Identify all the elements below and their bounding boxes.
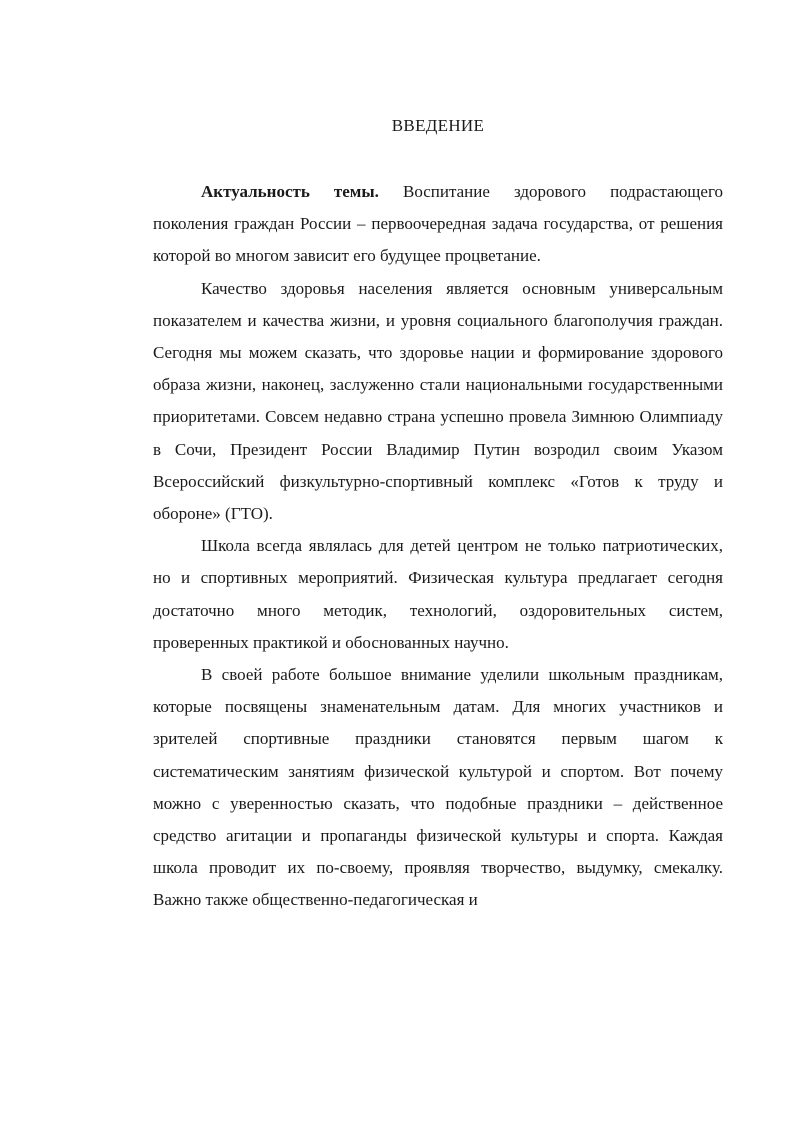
paragraph-lead: Актуальность темы. [201, 182, 379, 201]
document-body [153, 176, 723, 917]
paragraph-school-holidays [153, 659, 723, 917]
paragraph-school-center [153, 530, 723, 659]
paragraph-text: Воспитание здорового подрастающего поколения граждан России – первоочередная задача государства, от решения которой во многом зависит его будущее процветание. [153, 182, 723, 266]
paragraph-text: Школа всегда являлась для детей центром не только патриотических, но и спортивных мероприятий. Физическая культура предлагает сегодня достаточно много методик, технологий, оздоровительных систем, проверенных практикой и обоснованных научно. [153, 536, 723, 652]
page-heading: ВВЕДЕНИЕ [391, 116, 485, 135]
paragraph-relevance [153, 176, 723, 273]
paragraph-text: В своей работе большое внимание уделили школьным праздникам, которые посвящены знаменательным датам. Для многих участников и зрителей спортивные праздники становятся первым шагом к систематическим занятиям физической культурой и спортом. Вот почему можно с уверенностью сказать, что подобные праздники – действенное средство агитации и пропаганды физической культуры и спорта. Каждая школа проводит их по-своему, проявляя творчество, выдумку, смекалку. Важно также общественно-педагогическая и [153, 665, 723, 910]
paragraph-health-quality [153, 273, 723, 531]
paragraph-text: Качество здоровья населения является основным универсальным показателем и качества жизни, и уровня социального благополучия граждан. Сегодня мы можем сказать, что здоровье нации и формирование здорового образа жизни, наконец, заслуженно стали национальными государственными приоритетами. Совсем недавно страна успешно провела Зимнюю Олимпиаду в Сочи, Президент России Владимир Путин возродил своим Указом Всероссийский физкультурно-спортивный комплекс «Готов к труду и обороне» (ГТО). [153, 278, 723, 524]
